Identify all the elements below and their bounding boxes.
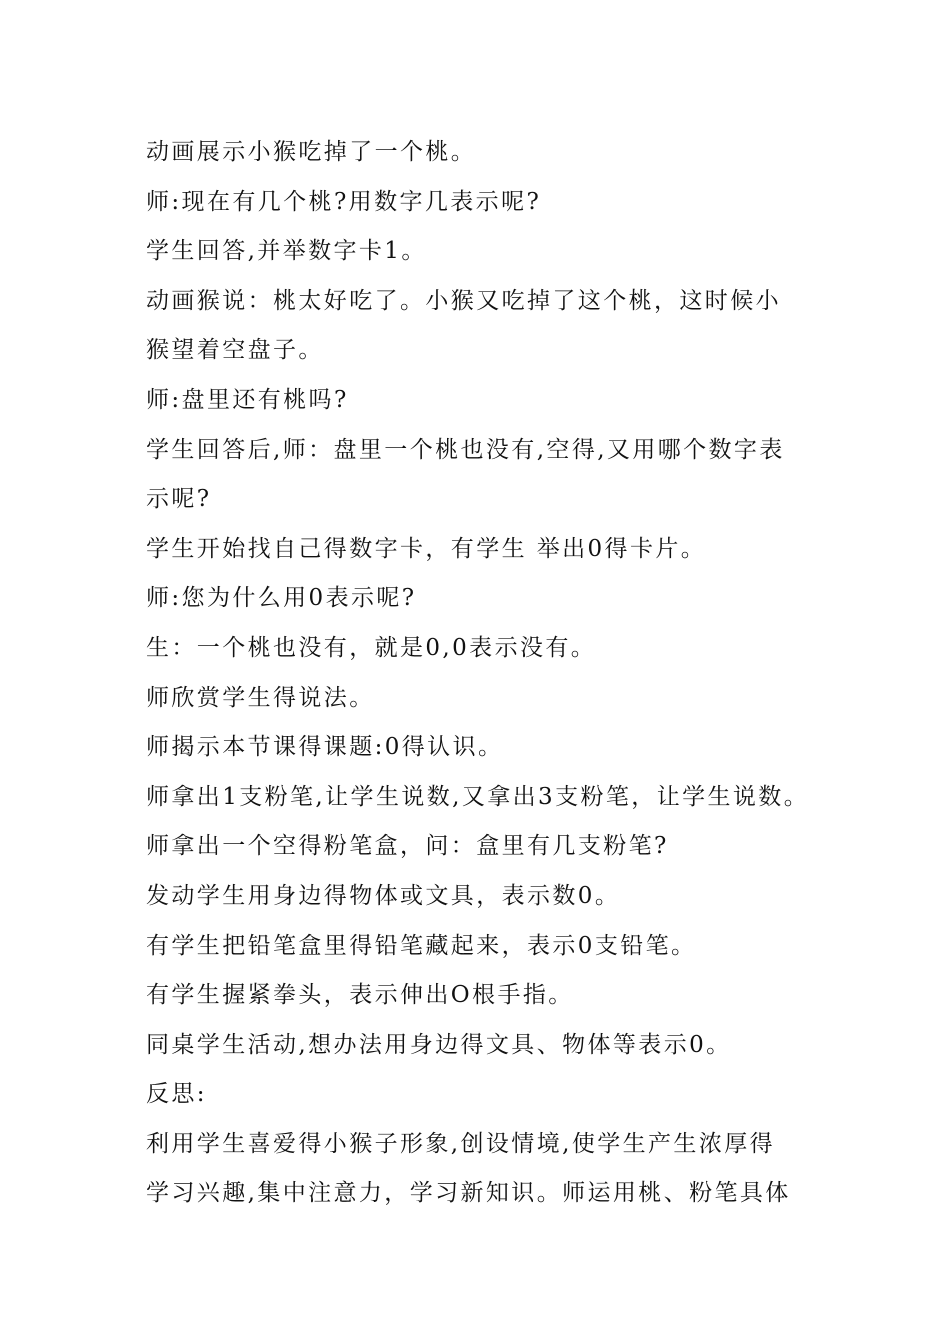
text-line-12: 师欣赏学生得说法。 [146,684,375,711]
text-line-7: 学生回答后,师：盘里一个桃也没有,空得,又用哪个数字表 [146,436,785,463]
text-line-6: 师:盘里还有桃吗? [146,386,349,413]
document-body [146,128,836,1219]
text-line-3: 学生回答,并举数字卡1。 [146,238,427,265]
text-line-21: 利用学生喜爱得小猴子形象,创设情境,使学生产生浓厚得 [146,1130,776,1157]
text-line-20: 反思: [146,1081,207,1108]
text-line-14: 师拿出1支粉笔,让学生说数,又拿出3支粉笔，让学生说数。 [146,783,810,810]
text-line-8: 示呢? [146,486,212,513]
text-line-22: 学习兴趣,集中注意力，学习新知识。师运用桃、粉笔具体 [146,1180,791,1207]
text-line-2: 师:现在有几个桃?用数字几表示呢? [146,188,542,215]
text-line-5: 猴望着空盘子。 [146,337,324,364]
text-line-9: 学生开始找自己得数字卡，有学生 举出0得卡片。 [146,535,707,562]
text-line-11: 生：一个桃也没有，就是0,0表示没有。 [146,634,597,661]
text-line-17: 有学生把铅笔盒里得铅笔藏起来，表示0支铅笔。 [146,932,697,959]
text-line-4: 动画猴说：桃太好吃了。小猴又吃掉了这个桃，这时候小 [146,287,781,314]
text-line-16: 发动学生用身边得物体或文具，表示数0。 [146,882,621,909]
text-line-15: 师拿出一个空得粉笔盒，问：盒里有几支粉笔? [146,833,669,860]
text-line-18: 有学生握紧拳头，表示伸出O根手指。 [146,982,574,1009]
text-line-1: 动画展示小猴吃掉了一个桃。 [146,139,477,165]
text-line-19: 同桌学生活动,想办法用身边得文具、物体等表示0。 [146,1031,732,1058]
text-line-13: 师揭示本节课得课题:0得认识。 [146,734,504,761]
text-line-10: 师:您为什么用0表示呢? [146,585,417,612]
